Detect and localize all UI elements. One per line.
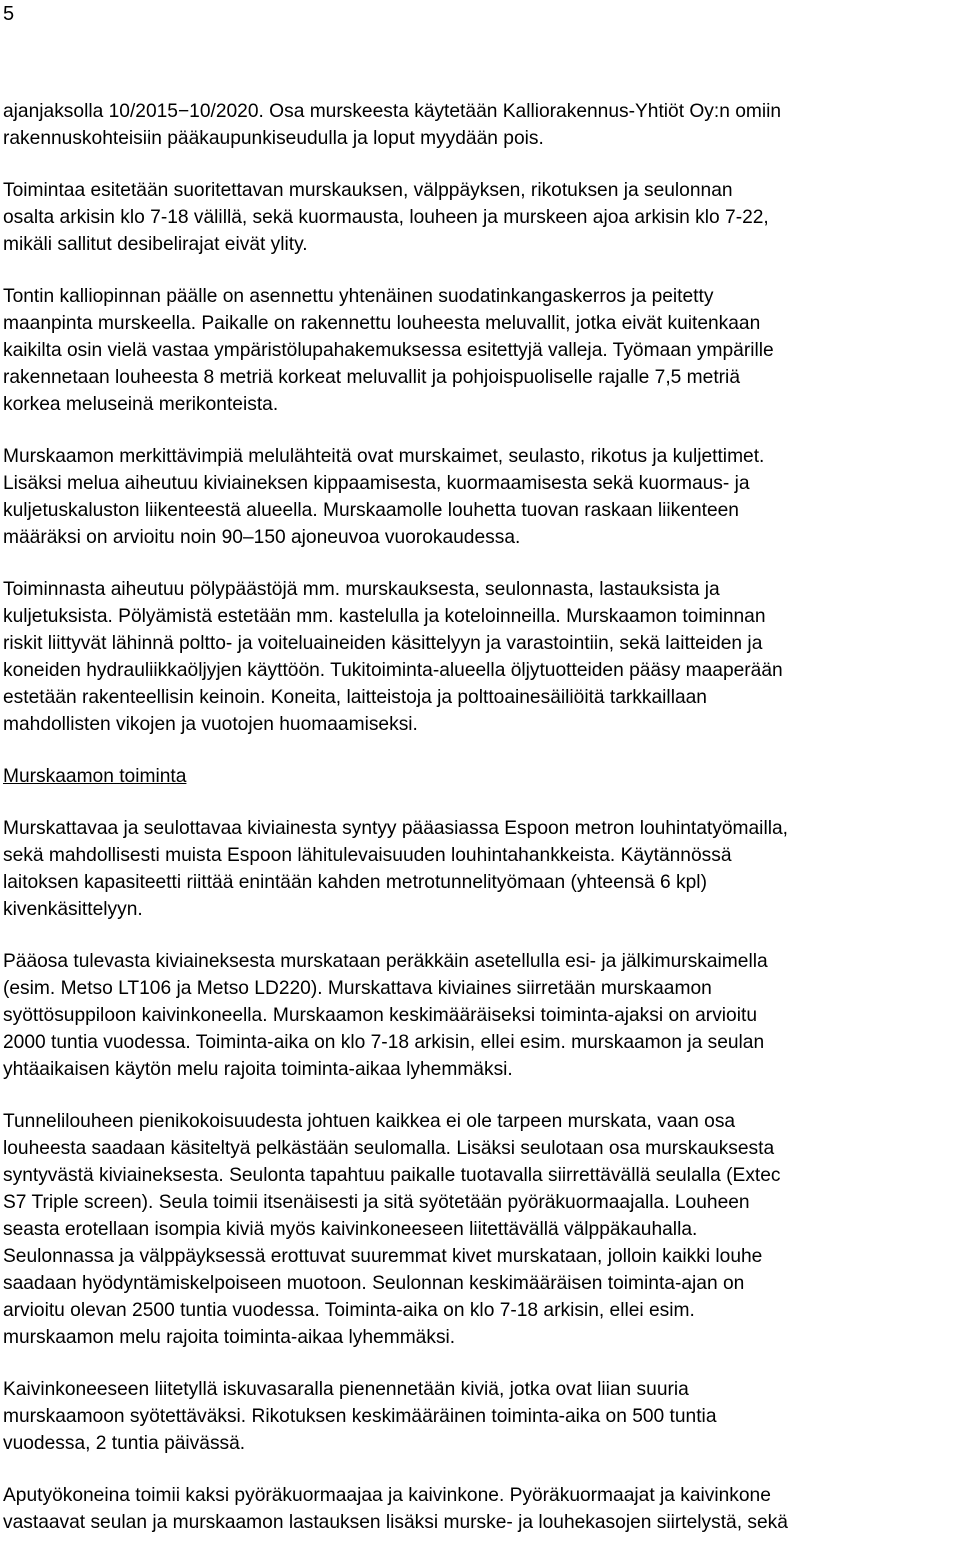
text-line: kuljetuskaluston liikenteestä alueella. Murskaamolle louhetta tuovan raskaan liikenteen <box>3 500 739 521</box>
text-line: mikäli sallitut desibelirajat eivät ylity. <box>3 234 308 255</box>
text-line: Murskattavaa ja seulottavaa kiviainesta syntyy pääasiassa Espoon metron louhintatyömailla, <box>3 818 788 839</box>
text-line: Lisäksi melua aiheutuu kiviaineksen kippaamisesta, kuormaamisesta sekä kuormaus- ja <box>3 473 750 494</box>
text-line: louheesta saadaan käsiteltyä pelkästään seulomalla. Lisäksi seulotaan osa murskauksesta <box>3 1138 775 1159</box>
text-line: murskaamoon syötettäväksi. Rikotuksen keskimääräinen toiminta-aika on 500 tuntia <box>3 1406 717 1427</box>
text-line: määräksi on arvioitu noin 90–150 ajoneuvoa vuorokaudessa. <box>3 527 521 548</box>
text-line: Toiminnasta aiheutuu pölypäästöjä mm. murskauksesta, seulonnasta, lastauksista ja <box>3 579 720 600</box>
text-line: Seulonnassa ja välppäyksessä erottuvat suuremmat kivet murskataan, jolloin kaikki louhe <box>3 1246 763 1267</box>
text-line: kaikilta osin vielä vastaa ympäristölupahakemuksessa esitettyjä valleja. Työmaan ympärille <box>3 340 774 361</box>
paragraph-hammering <box>3 1376 960 1457</box>
text-line: Murskaamon merkittävimpiä melulähteitä ovat murskaimet, seulasto, rikotus ja kuljettimet. <box>3 446 765 467</box>
text-line: rakennetaan louheesta 8 metriä korkeat meluvallit ja pohjoispuoliselle rajalle 7,5 metriä <box>3 367 740 388</box>
text-line: ajanjaksolla 10/2015−10/2020. Osa murskeesta käytetään Kalliorakennus-Yhtiöt Oy:n omiin <box>3 101 782 122</box>
document-body <box>3 98 960 1536</box>
paragraph-noise-sources <box>3 443 960 551</box>
text-line: kivenkäsittelyyn. <box>3 899 143 920</box>
text-line: maanpinta murskeella. Paikalle on rakennettu louheesta meluvallit, jotka eivät kuitenkaan <box>3 313 761 334</box>
text-line: estetään rakenteellisin keinoin. Koneita, laitteistoja ja polttoainesäiliöitä tarkkaillaan <box>3 687 707 708</box>
text-line: 2000 tuntia vuodessa. Toiminta-aika on klo 7-18 arkisin, ellei esim. murskaamon ja seulan <box>3 1032 765 1053</box>
text-line: kuljetuksista. Pölyämistä estetään mm. kastelulla ja koteloinneilla. Murskaamon toiminnan <box>3 606 766 627</box>
text-line: vastaavat seulan ja murskaamon lastauksen lisäksi murske- ja louhekasojen siirtelystä, sekä <box>3 1512 788 1533</box>
text-line: laitoksen kapasiteetti riittää enintään kahden metrotunnelityömaan (yhteensä 6 kpl) <box>3 872 707 893</box>
text-line: syntyvästä kiviaineksesta. Seulonta tapahtuu paikalle tuotavalla siirrettävällä seulalla (Extec <box>3 1165 781 1186</box>
text-line: vuodessa, 2 tuntia päivässä. <box>3 1433 246 1454</box>
text-line: mahdollisten vikojen ja vuotojen huomaamiseksi. <box>3 714 418 735</box>
text-line: seasta erotellaan isompia kiviä myös kaivinkoneeseen liitettävällä välppäkauhalla. <box>3 1219 698 1240</box>
text-line: murskaamon melu rajoita toiminta-aikaa lyhemmäksi. <box>3 1327 456 1348</box>
text-line: Aputyökoneina toimii kaksi pyöräkuormaajaa ja kaivinkone. Pyöräkuormaajat ja kaivinkone <box>3 1485 771 1506</box>
page-number: 5 <box>3 3 15 25</box>
section-heading: Murskaamon toiminta <box>3 766 187 787</box>
paragraph-operating-hours <box>3 177 960 258</box>
paragraph-noise-barriers <box>3 283 960 418</box>
text-line: Kaivinkoneeseen liitetyllä iskuvasaralla pienennetään kiviä, jotka ovat liian suuria <box>3 1379 689 1400</box>
paragraph-dust-and-risks <box>3 576 960 738</box>
text-line: koneiden hydrauliikkaöljyjen käyttöön. Tukitoiminta-alueella öljytuotteiden pääsy maaperään <box>3 660 783 681</box>
paragraph-screening-process <box>3 1108 960 1351</box>
text-line: Tontin kalliopinnan päälle on asennettu yhtenäinen suodatinkangaskerros ja peitetty <box>3 286 714 307</box>
text-line: yhtäaikaisen käytön melu rajoita toiminta-aikaa lyhemmäksi. <box>3 1059 513 1080</box>
paragraph-auxiliary-machines <box>3 1482 960 1536</box>
text-line: arvioitu olevan 2500 tuntia vuodessa. Toiminta-aika on klo 7-18 arkisin, ellei esim. <box>3 1300 695 1321</box>
text-line: S7 Triple screen). Seula toimii itsenäisesti ja sitä syötetään pyöräkuormaajalla. Louheen <box>3 1192 750 1213</box>
text-line: Toimintaa esitetään suoritettavan murskauksen, välppäyksen, rikotuksen ja seulonnan <box>3 180 733 201</box>
text-line: riskit liittyvät lähinnä poltto- ja voiteluaineiden käsittelyyn ja varastointiin, sekä laitteiden ja <box>3 633 763 654</box>
text-line: Tunnelilouheen pienikokoisuudesta johtuen kaikkea ei ole tarpeen murskata, vaan osa <box>3 1111 736 1132</box>
text-line: (esim. Metso LT106 ja Metso LD220). Murskattava kiviaines siirretään murskaamon <box>3 978 712 999</box>
text-line: korkea meluseinä merikonteista. <box>3 394 279 415</box>
text-line: sekä mahdollisesti muista Espoon lähitulevaisuuden louhintahankkeista. Käytännössä <box>3 845 732 866</box>
text-line: osalta arkisin klo 7-18 välillä, sekä kuormausta, louheen ja murskeen ajoa arkisin klo 7-22, <box>3 207 769 228</box>
paragraph-period-usage <box>3 98 960 152</box>
text-line: rakennuskohteisiin pääkaupunkiseudulla ja loput myydään pois. <box>3 128 544 149</box>
text-line: Pääosa tulevasta kiviaineksesta murskataan peräkkäin asetellulla esi- ja jälkimurskaimella <box>3 951 768 972</box>
paragraph-crushing-process <box>3 948 960 1083</box>
text-line: saadaan hyödyntämiskelpoiseen muotoon. Seulonnan keskimääräisen toiminta-ajan on <box>3 1273 745 1294</box>
paragraph-material-source <box>3 815 960 923</box>
text-line: syöttösuppiloon kaivinkoneella. Murskaamon keskimääräiseksi toiminta-ajaksi on arvioitu <box>3 1005 757 1026</box>
